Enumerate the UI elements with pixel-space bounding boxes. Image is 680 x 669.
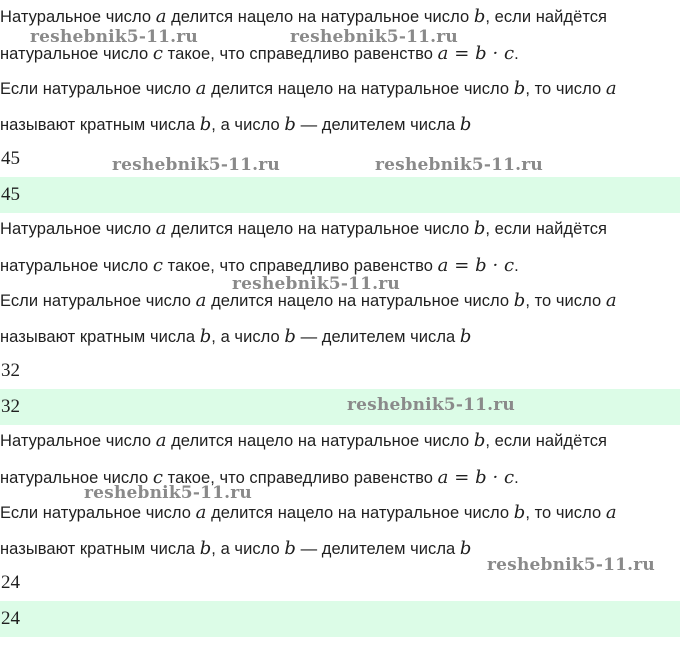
definition-line-2: [0, 43, 680, 65]
definition-text: , а число: [211, 540, 285, 558]
answer-number-highlighted: 32: [1, 396, 20, 417]
equation: a = b · c: [437, 467, 515, 488]
definition-text: натуральное число: [0, 469, 153, 487]
definition-text: .: [514, 257, 519, 275]
variable-b: b: [473, 218, 486, 239]
definition-text: делится нацело на натуральное число: [166, 220, 474, 238]
definition-text: , если найдётся: [485, 432, 608, 450]
answer-highlight: [0, 177, 680, 213]
definition-text: называют кратным числа: [0, 540, 200, 558]
variable-b: b: [459, 114, 472, 135]
definition-text: , а число: [211, 116, 285, 134]
definition-text: делится нацело на натуральное число: [206, 80, 514, 98]
definition-text: такое, что справедливо равенство: [163, 257, 438, 275]
definition-text: Если натуральное число: [0, 504, 196, 522]
watermark: reshebnik5-11.ru: [487, 555, 655, 575]
answer-number: 24: [1, 572, 20, 593]
definition-text: называют кратным числа: [0, 116, 200, 134]
definition-text: такое, что справедливо равенство: [163, 469, 438, 487]
variable-b: b: [284, 538, 296, 559]
watermark: reshebnik5-11.ru: [232, 274, 400, 294]
variable-a: a: [155, 218, 167, 239]
definition-text: Натуральное число: [0, 8, 156, 26]
variable-a: a: [605, 502, 617, 523]
definition-text: называют кратным числа: [0, 328, 200, 346]
watermark: reshebnik5-11.ru: [112, 155, 280, 175]
variable-b: b: [473, 6, 486, 27]
definition-text: — делителем числа: [295, 540, 460, 558]
definition-line-1: [0, 430, 680, 452]
definition-line-3: [0, 290, 680, 312]
definition-text: Натуральное число: [0, 432, 156, 450]
variable-b: b: [199, 114, 212, 135]
definition-line-4: [0, 538, 680, 560]
variable-a: a: [605, 290, 617, 311]
definition-line-4: [0, 326, 680, 348]
variable-b: b: [459, 326, 472, 347]
variable-c: c: [152, 43, 164, 64]
answer-highlight: [0, 601, 680, 637]
definition-text: — делителем числа: [295, 116, 460, 134]
variable-a: a: [195, 502, 207, 523]
definition-text: делится нацело на натуральное число: [166, 8, 474, 26]
answer-number: 32: [1, 360, 20, 381]
equation: a = b · c: [437, 255, 515, 276]
definition-text: делится нацело на натуральное число: [206, 292, 514, 310]
watermark: reshebnik5-11.ru: [30, 27, 198, 47]
definition-line-1: [0, 218, 680, 240]
definition-text: Если натуральное число: [0, 292, 196, 310]
definition-text: , а число: [211, 328, 285, 346]
definition-text: — делителем числа: [295, 328, 460, 346]
variable-b: b: [199, 326, 212, 347]
definition-text: натуральное число: [0, 45, 153, 63]
variable-b: b: [513, 290, 526, 311]
variable-b: b: [199, 538, 212, 559]
definition-line-2: [0, 255, 680, 277]
variable-a: a: [195, 78, 207, 99]
watermark: reshebnik5-11.ru: [375, 155, 543, 175]
answer-number: 45: [1, 148, 20, 169]
variable-c: c: [152, 467, 164, 488]
definition-line-4: [0, 114, 680, 136]
definition-text: , то число: [525, 80, 606, 98]
variable-a: a: [195, 290, 207, 311]
variable-b: b: [513, 502, 526, 523]
watermark: reshebnik5-11.ru: [347, 395, 515, 415]
definition-line-3: [0, 502, 680, 524]
definition-text: , то число: [525, 292, 606, 310]
watermark: reshebnik5-11.ru: [290, 27, 458, 47]
equation: a = b · c: [437, 43, 515, 64]
definition-text: делится нацело на натуральное число: [166, 432, 474, 450]
variable-a: a: [605, 78, 617, 99]
variable-b: b: [473, 430, 486, 451]
definition-line-1: [0, 6, 680, 28]
definition-text: Натуральное число: [0, 220, 156, 238]
variable-a: a: [155, 430, 167, 451]
definition-text: натуральное число: [0, 257, 153, 275]
definition-text: , то число: [525, 504, 606, 522]
variable-b: b: [284, 114, 296, 135]
variable-b: b: [513, 78, 526, 99]
definition-text: такое, что справедливо равенство: [163, 45, 438, 63]
definition-text: Если натуральное число: [0, 80, 196, 98]
variable-b: b: [284, 326, 296, 347]
definition-text: .: [514, 469, 519, 487]
definition-text: .: [514, 45, 519, 63]
definition-line-2: [0, 467, 680, 489]
definition-text: , если найдётся: [485, 8, 608, 26]
answer-number-highlighted: 45: [1, 184, 20, 205]
watermark: reshebnik5-11.ru: [84, 483, 252, 503]
variable-c: c: [152, 255, 164, 276]
definition-line-3: [0, 78, 680, 100]
answer-number-highlighted: 24: [1, 608, 20, 629]
definition-text: , если найдётся: [485, 220, 608, 238]
definition-text: делится нацело на натуральное число: [206, 504, 514, 522]
variable-b: b: [459, 538, 472, 559]
variable-a: a: [155, 6, 167, 27]
answer-highlight: [0, 389, 680, 425]
